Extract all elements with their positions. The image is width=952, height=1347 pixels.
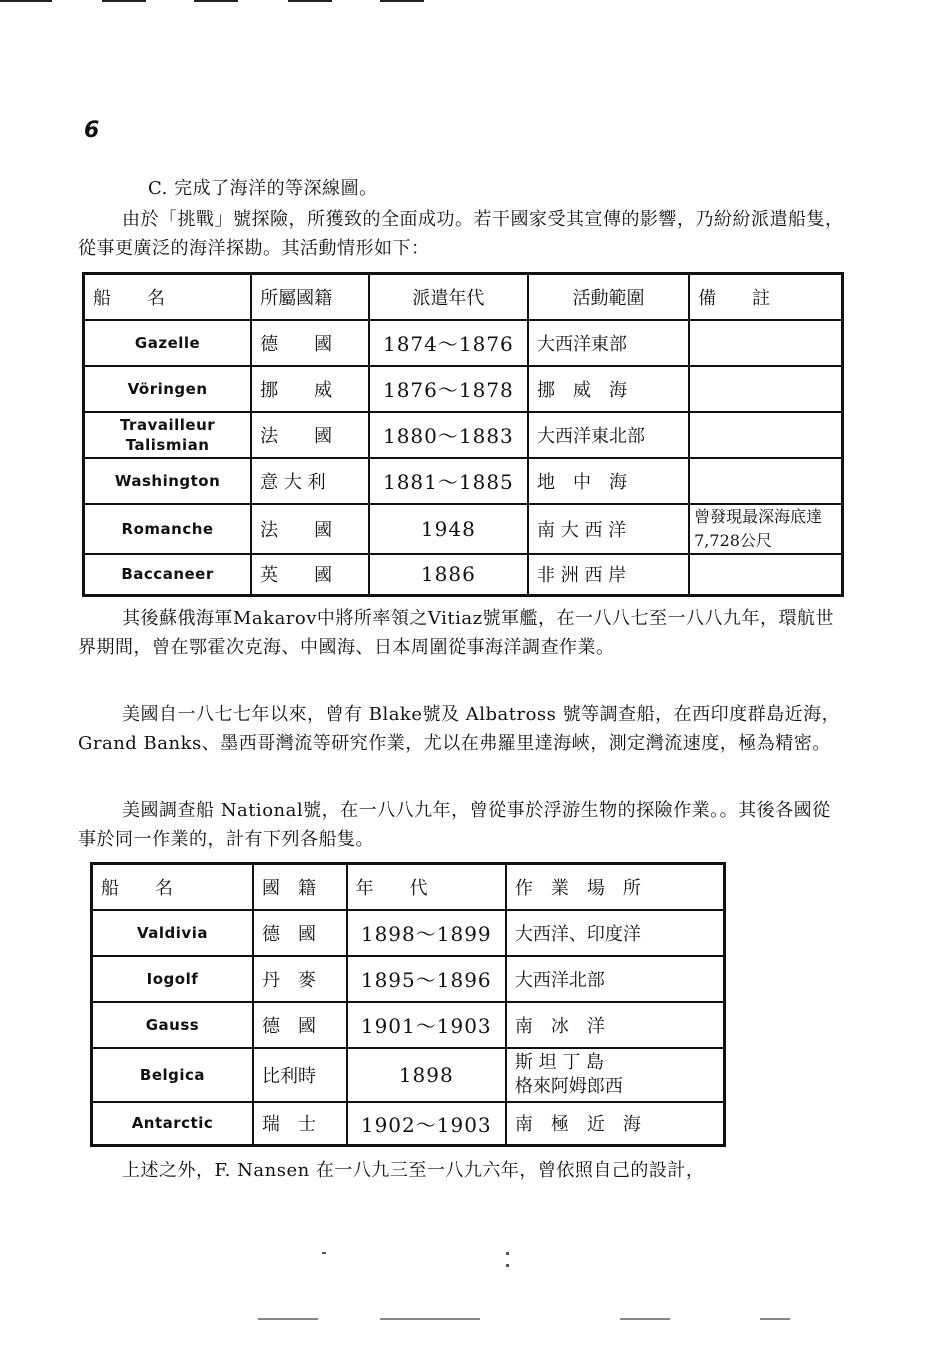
dispatch-years: 1881～1885	[369, 458, 528, 504]
table-row	[92, 956, 725, 1002]
header-rule	[288, 0, 332, 2]
ship-name: Iogolf	[92, 956, 253, 1002]
paragraph-vitiaz: 其後蘇俄海軍Makarov中將所率領之Vitiaz號軍艦，在一八八七至一八八九年，環航世界期間，曾在鄂霍次克海、中國海、日本周圍從事海洋調查作業。	[78, 608, 835, 658]
years: 1901～1903	[347, 1002, 506, 1048]
years: 1898	[347, 1048, 506, 1102]
activity-area: 挪 威 海	[528, 366, 689, 412]
ship-name: Romanche	[84, 504, 252, 554]
ship-name: Gazelle	[84, 320, 252, 366]
ship-name: Washington	[84, 458, 252, 504]
scan-speck	[760, 1318, 790, 1320]
table-row	[92, 1102, 725, 1146]
table-row	[92, 1048, 725, 1102]
nationality: 丹 麥	[253, 956, 347, 1002]
header-rule	[102, 0, 146, 2]
header-rule	[0, 0, 52, 2]
work-location: 南 冰 洋	[506, 1002, 725, 1048]
activity-area: 大西洋東北部	[528, 412, 689, 458]
ship-name: Belgica	[92, 1048, 253, 1102]
years: 1895～1896	[347, 956, 506, 1002]
years: 1898～1899	[347, 910, 506, 956]
scan-speck	[380, 1318, 480, 1320]
remarks	[689, 554, 842, 596]
activity-area: 非 洲 西 岸	[528, 554, 689, 596]
header-rule	[194, 0, 238, 2]
paragraph-national: 美國調查船 National號，在一八八九年，曾從事於浮游生物的探險作業。。其後各國從事於同一作業的，計有下列各船隻。	[78, 800, 831, 850]
table-row	[84, 458, 843, 504]
column-header: 備 註	[689, 274, 842, 320]
column-header: 派遣年代	[369, 274, 528, 320]
nationality: 瑞 士	[253, 1102, 347, 1146]
work-location: 大西洋北部	[506, 956, 725, 1002]
dispatch-years: 1886	[369, 554, 528, 596]
remarks	[689, 366, 842, 412]
work-location: 南 極 近 海	[506, 1102, 725, 1146]
dispatch-years: 1874～1876	[369, 320, 528, 366]
column-header: 活動範圍	[528, 274, 689, 320]
paragraph-us-surveys: 美國自一八七七年以來，曾有 Blake號及 Albatross 號等調查船，在西印度群島近海，Grand Banks、墨西哥灣流等研究作業，尤以在弗羅里達海峽，測定灣流速度，極為精密。	[78, 704, 841, 754]
ship-name: Valdivia	[92, 910, 253, 956]
remarks	[689, 320, 842, 366]
header-rule	[380, 0, 424, 2]
paragraph-nansen: 上述之外，F. Nansen 在一八九三至一八九六年，曾依照自己的設計，	[122, 1160, 705, 1181]
table-row	[84, 504, 843, 554]
table-header-row	[92, 864, 725, 910]
nationality: 比利時	[253, 1048, 347, 1102]
page-number: 6	[84, 118, 100, 143]
column-header: 國 籍	[253, 864, 347, 910]
column-header: 年 代	[347, 864, 506, 910]
ship-name: Travailleur Talismian	[84, 412, 252, 458]
table-row	[84, 320, 843, 366]
scan-speck	[506, 1252, 509, 1255]
expedition-table	[82, 272, 844, 597]
scan-speck	[506, 1264, 509, 1267]
column-header: 船 名	[84, 274, 252, 320]
plankton-expedition-table	[90, 862, 726, 1147]
nationality: 德 國	[253, 910, 347, 956]
nationality: 英 國	[251, 554, 369, 596]
activity-area: 大西洋東部	[528, 320, 689, 366]
scan-speck	[620, 1318, 670, 1320]
activity-area: 地 中 海	[528, 458, 689, 504]
paragraph-c: C. 完成了海洋的等深線圖。	[148, 178, 378, 199]
table-row	[92, 910, 725, 956]
ship-name: Vöringen	[84, 366, 252, 412]
activity-area: 南 大 西 洋	[528, 504, 689, 554]
nationality: 德 國	[251, 320, 369, 366]
remarks: 曾發現最深海底達7,728公尺	[689, 504, 842, 554]
column-header: 作 業 場 所	[506, 864, 725, 910]
table-row	[84, 554, 843, 596]
remarks	[689, 412, 842, 458]
column-header: 船 名	[92, 864, 253, 910]
ship-name: Antarctic	[92, 1102, 253, 1146]
work-location: 大西洋、印度洋	[506, 910, 725, 956]
table-row	[92, 1002, 725, 1048]
nationality: 法 國	[251, 504, 369, 554]
nationality: 挪 威	[251, 366, 369, 412]
years: 1902～1903	[347, 1102, 506, 1146]
nationality: 德 國	[253, 1002, 347, 1048]
work-location: 斯 坦 丁 島 格來阿姆郎西	[506, 1048, 725, 1102]
nationality: 意 大 利	[251, 458, 369, 504]
ship-name: Gauss	[92, 1002, 253, 1048]
scan-speck	[322, 1252, 326, 1254]
table-row	[84, 366, 843, 412]
dispatch-years: 1948	[369, 504, 528, 554]
nationality: 法 國	[251, 412, 369, 458]
table-header-row	[84, 274, 843, 320]
ship-name: Baccaneer	[84, 554, 252, 596]
table-row	[84, 412, 843, 458]
column-header: 所屬國籍	[251, 274, 369, 320]
dispatch-years: 1876～1878	[369, 366, 528, 412]
remarks	[689, 458, 842, 504]
dispatch-years: 1880～1883	[369, 412, 528, 458]
scan-speck	[258, 1318, 318, 1320]
paragraph-intro: 由於「挑戰」號探險，所獲致的全面成功。若干國家受其宣傳的影響，乃紛紛派遣船隻，從事更廣泛的海洋探勘。其活動情形如下：	[78, 209, 844, 259]
